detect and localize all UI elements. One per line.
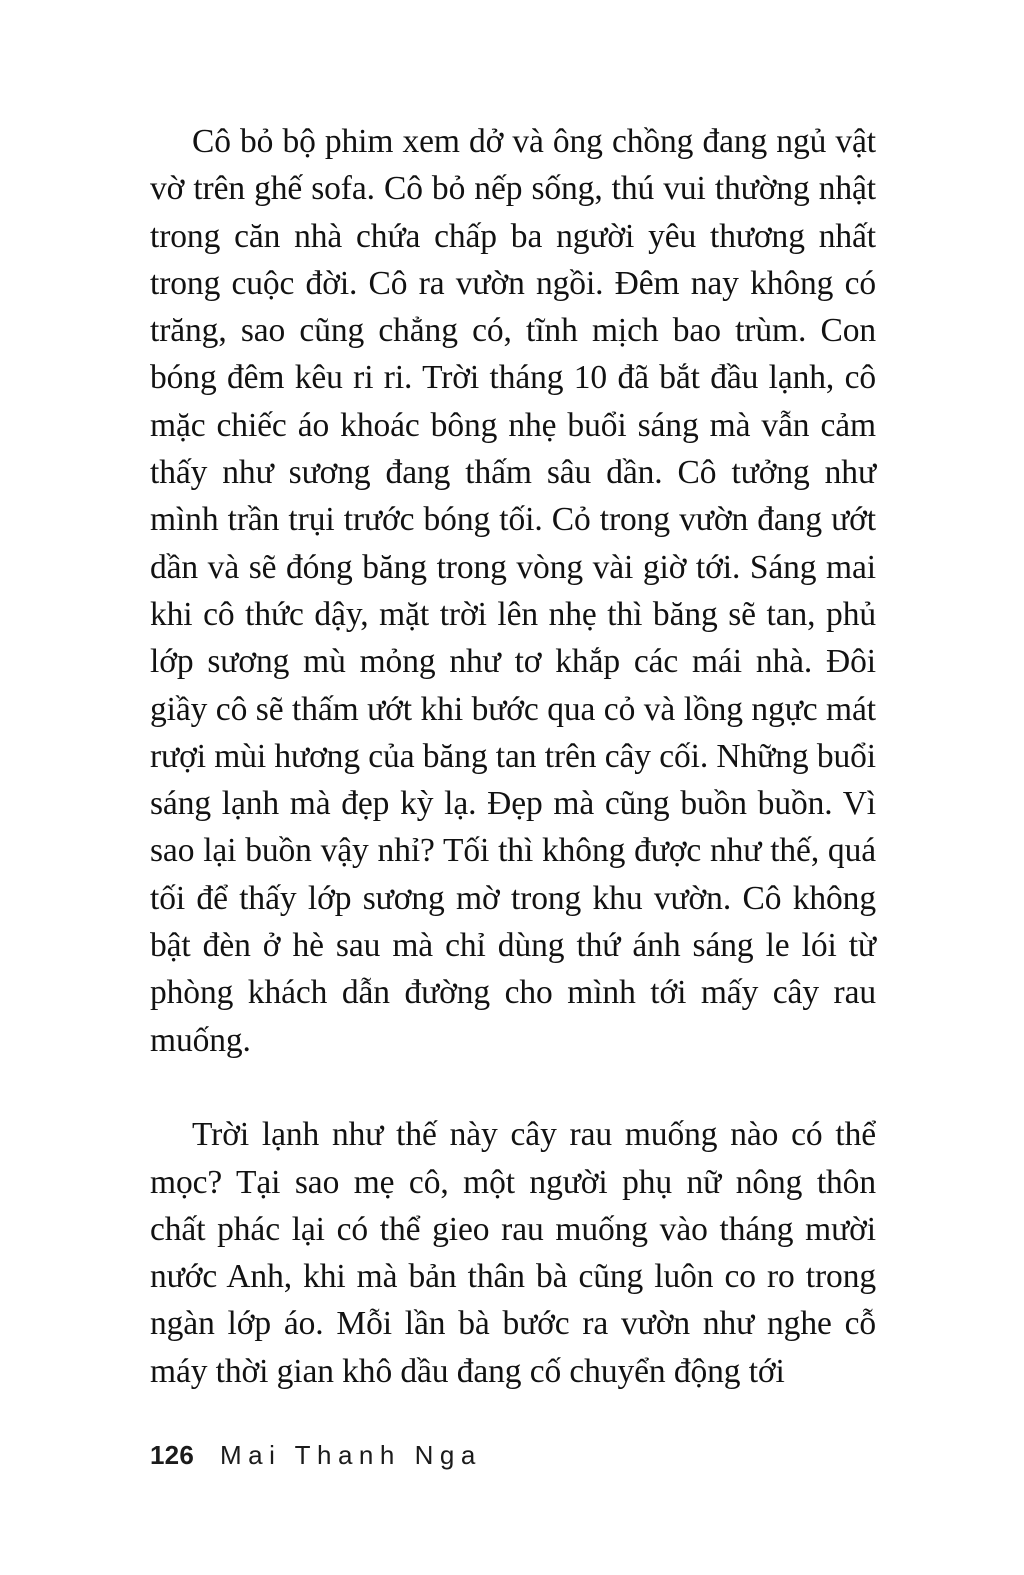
- footer-author-name: Mai Thanh Nga: [219, 1440, 482, 1470]
- body-paragraph-2: Trời lạnh như thế này cây rau muống nào có thể mọc? Tại sao mẹ cô, một người phụ nữ nông thôn chất phác lại có thể gieo rau muống vào tháng mười nước Anh, khi mà bản thân bà cũng luôn co ro trong ngàn lớp áo. Mỗi lần bà bước ra vườn như nghe cỗ máy thời gian khô dầu đang cố chuyển động tới: [150, 1116, 876, 1390]
- body-text-column: [150, 118, 876, 1395]
- body-paragraph-1: Cô bỏ bộ phim xem dở và ông chồng đang ngủ vật vờ trên ghế sofa. Cô bỏ nếp sống, thú vui thường nhật trong căn nhà chứa chấp ba người yêu thương nhất trong cuộc đời. Cô ra vườn ngồi. Đêm nay không có trăng, sao cũng chẳng có, tĩnh mịch bao trùm. Con bóng đêm kêu ri ri. Trời tháng 10 đã bắt đầu lạnh, cô mặc chiếc áo khoác bông nhẹ buổi sáng mà vẫn cảm thấy như sương đang thấm sâu dần. Cô tưởng như mình trần trụi trước bóng tối. Cỏ trong vườn đang ướt dần và sẽ đóng băng trong vòng vài giờ tới. Sáng mai khi cô thức dậy, mặt trời lên nhẹ thì băng sẽ tan, phủ lớp sương mù mỏng như tơ khắp các mái nhà. Đôi giầy cô sẽ thấm ướt khi bước qua cỏ và lồng ngực mát rượi mùi hương của băng tan trên cây cối. Những buổi sáng lạnh mà đẹp kỳ lạ. Đẹp mà cũng buồn buồn. Vì sao lại buồn vậy nhỉ? Tối thì không được như thế, quá tối để thấy lớp sương mờ trong khu vườn. Cô không bật đèn ở hè sau mà chỉ dùng thứ ánh sáng le lói từ phòng khách dẫn đường cho mình tới mấy cây rau muống.: [150, 123, 876, 1059]
- footer-page-number: 126: [150, 1440, 194, 1470]
- page-footer: [150, 1440, 482, 1471]
